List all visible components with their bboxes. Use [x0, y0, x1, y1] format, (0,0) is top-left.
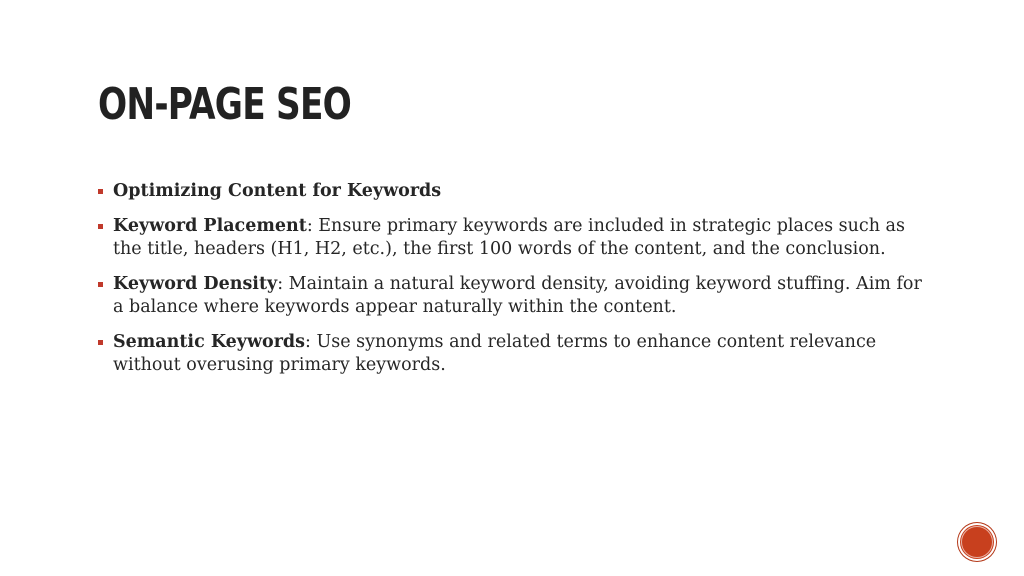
square-bullet-icon	[98, 180, 113, 194]
bullet-text	[113, 273, 928, 319]
bullet-text	[113, 215, 928, 261]
square-bullet-icon	[98, 331, 113, 345]
slide-title: ON-PAGE SEO	[98, 79, 352, 130]
page-number-badge-icon	[958, 523, 996, 561]
bullet-item-semantic	[98, 331, 928, 377]
bullet-item-density	[98, 273, 928, 319]
bullet-list	[98, 180, 928, 389]
bullet-heading: Optimizing Content for Keywords	[113, 181, 442, 201]
bullet-item-optimizing	[98, 180, 928, 203]
bullet-text	[113, 331, 928, 377]
badge-ring	[961, 526, 993, 558]
bullet-heading: Keyword Placement	[113, 216, 307, 236]
bullet-item-placement	[98, 215, 928, 261]
bullet-heading: Semantic Keywords	[113, 332, 306, 352]
bullet-body: : Use synonyms and related terms to enhance content relevance without overusing primary keywords.	[113, 332, 877, 375]
square-bullet-icon	[98, 273, 113, 287]
bullet-text	[113, 180, 441, 203]
bullet-heading: Keyword Density	[113, 274, 278, 294]
bullet-body: : Ensure primary keywords are included in strategic places such as the title, headers (H1, H2, etc.), the first 100 words of the content, and the conclusion.	[113, 216, 905, 259]
bullet-body: : Maintain a natural keyword density, avoiding keyword stuffing. Aim for a balance where keywords appear naturally within the content.	[113, 274, 922, 317]
square-bullet-icon	[98, 215, 113, 229]
